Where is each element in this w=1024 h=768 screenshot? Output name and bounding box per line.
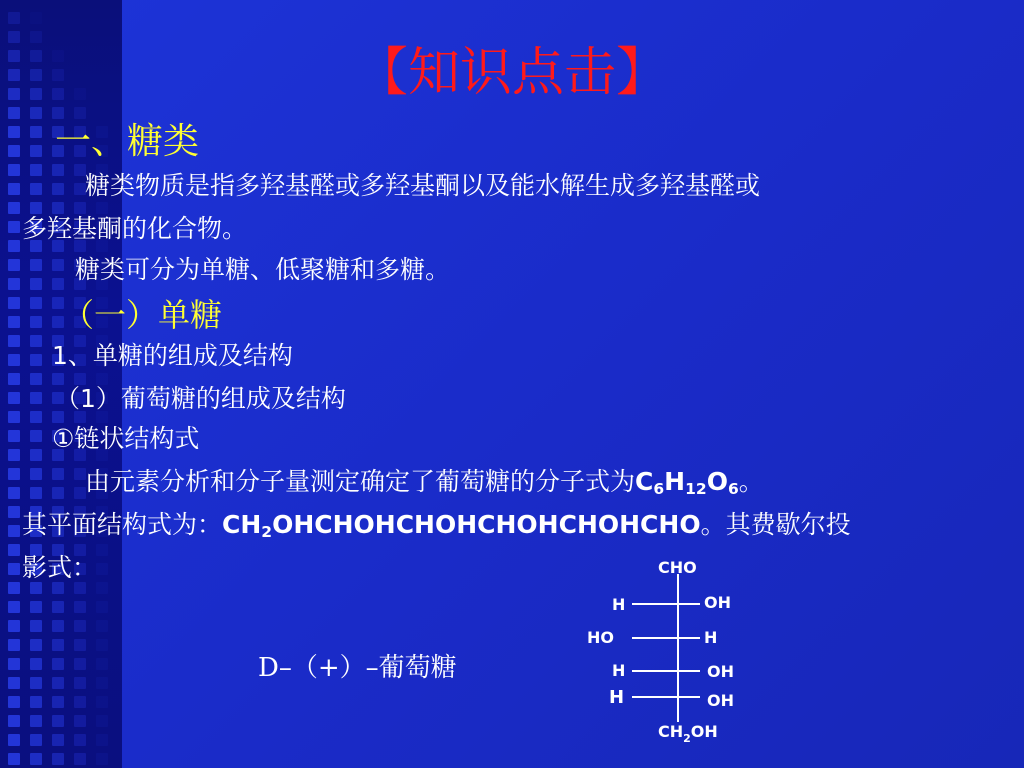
section-heading: 一、糖类 (55, 121, 200, 162)
decorative-square (8, 240, 20, 252)
decorative-square (96, 544, 108, 556)
decorative-square (52, 620, 64, 632)
decorative-square (30, 468, 42, 480)
decorative-square (96, 658, 108, 670)
decorative-square (52, 202, 64, 214)
subsection-heading: （一）单糖 (62, 296, 223, 334)
decorative-square (8, 12, 20, 24)
decorative-square (74, 677, 86, 689)
decorative-square (30, 202, 42, 214)
decorative-square (96, 620, 108, 632)
decorative-square (52, 278, 64, 290)
decorative-square (30, 449, 42, 461)
decorative-square (30, 601, 42, 613)
decorative-square (8, 639, 20, 651)
decorative-square (8, 259, 20, 271)
fischer-bottom-group (658, 722, 718, 745)
decorative-square (74, 734, 86, 746)
decorative-square (8, 715, 20, 727)
decorative-square (8, 107, 20, 119)
fischer-bottom-ch: CH (658, 722, 684, 741)
decorative-square (74, 639, 86, 651)
decorative-square (8, 449, 20, 461)
fischer-row-3-left: H (612, 661, 626, 680)
fischer-row-3-right: OH (707, 662, 734, 681)
decorative-square (52, 734, 64, 746)
decorative-square (74, 753, 86, 765)
formula-c: C (635, 467, 654, 496)
decorative-square (30, 696, 42, 708)
decorative-square (96, 715, 108, 727)
decorative-square (52, 468, 64, 480)
fischer-bottom-oh: OH (690, 722, 718, 741)
definition-line-1: 糖类物质是指多羟基醛或多羟基酮以及能水解生成多羟基醛或 (85, 171, 761, 200)
decorative-square (74, 658, 86, 670)
decorative-square (8, 316, 20, 328)
decorative-square (52, 582, 64, 594)
decorative-square (96, 601, 108, 613)
formula-h-count: 12 (685, 479, 707, 498)
item-1: 1、单糖的组成及结构 (52, 341, 293, 370)
plane-formula-line (22, 511, 851, 541)
decorative-square (30, 259, 42, 271)
decorative-square (30, 715, 42, 727)
decorative-square (96, 677, 108, 689)
decorative-square (8, 487, 20, 499)
definition-line-2: 多羟基酮的化合物。 (22, 214, 248, 243)
decorative-square (8, 278, 20, 290)
decorative-square (30, 373, 42, 385)
decorative-square (8, 145, 20, 157)
decorative-square (30, 658, 42, 670)
decorative-square (30, 487, 42, 499)
decorative-square (52, 639, 64, 651)
decorative-square (74, 620, 86, 632)
decorative-square (96, 696, 108, 708)
decorative-square (74, 696, 86, 708)
decorative-square (30, 12, 42, 24)
decorative-square (8, 677, 20, 689)
item-1-1: （1）葡萄糖的组成及结构 (55, 384, 346, 413)
decorative-square (96, 202, 108, 214)
plane-formula-intro: 其平面结构式为： (22, 510, 223, 539)
fischer-intro: 。其费歇尔投 (700, 510, 851, 539)
classification-text: 糖类可分为单糖、低聚糖和多糖。 (75, 255, 451, 284)
decorative-square (30, 316, 42, 328)
decorative-square (96, 582, 108, 594)
formula-h: H (664, 467, 686, 496)
compound-label: D–（+）–葡萄糖 (258, 653, 457, 683)
decorative-square (74, 601, 86, 613)
fischer-row-2-left: HO (587, 628, 614, 647)
decorative-square (30, 145, 42, 157)
fischer-row-4-left: H (609, 687, 625, 708)
decorative-square (52, 753, 64, 765)
decorative-square (8, 696, 20, 708)
decorative-square (8, 753, 20, 765)
decorative-square (96, 734, 108, 746)
decorative-square (8, 373, 20, 385)
decorative-square (8, 620, 20, 632)
decorative-square (52, 164, 64, 176)
plane-formula-ch: CH (222, 510, 262, 539)
decorative-square (8, 183, 20, 195)
decorative-square (30, 411, 42, 423)
decorative-square (30, 677, 42, 689)
decorative-square (52, 715, 64, 727)
decorative-square (8, 525, 20, 537)
decorative-square (30, 278, 42, 290)
decorative-square (52, 107, 64, 119)
decorative-square (30, 620, 42, 632)
fischer-row-4-right: OH (707, 691, 734, 710)
decorative-square (96, 639, 108, 651)
decorative-square (30, 582, 42, 594)
decorative-square (52, 601, 64, 613)
fischer-row-2-right: H (704, 628, 718, 647)
decorative-square (8, 126, 20, 138)
formula-o: O (706, 467, 728, 496)
decorative-square (52, 696, 64, 708)
decorative-square (52, 658, 64, 670)
decorative-square (96, 753, 108, 765)
decorative-square (30, 107, 42, 119)
decorative-square (8, 582, 20, 594)
decorative-square (74, 582, 86, 594)
plane-formula-rest: OHCHOHCHOHCHOHCHOHCHO (272, 510, 701, 539)
molecular-formula-line (85, 468, 764, 498)
decorative-square (8, 506, 20, 518)
formula-end: 。 (738, 467, 764, 496)
decorative-square (52, 487, 64, 499)
decorative-square (52, 183, 64, 195)
molecular-formula-intro: 由元素分析和分子量测定确定了葡萄糖的分子式为 (85, 467, 636, 496)
plane-formula-n: 2 (261, 522, 273, 541)
decorative-square (30, 639, 42, 651)
formula-c-count: 6 (653, 479, 665, 498)
decorative-square (8, 297, 20, 309)
decorative-square (30, 297, 42, 309)
decorative-square (8, 734, 20, 746)
decorative-square (8, 468, 20, 480)
decorative-square (30, 126, 42, 138)
decorative-square (8, 544, 20, 556)
decorative-square (52, 259, 64, 271)
decorative-square (30, 753, 42, 765)
decorative-square (74, 107, 86, 119)
decorative-square (8, 563, 20, 575)
decorative-square (8, 411, 20, 423)
decorative-square (8, 221, 20, 233)
fischer-bottom-n: 2 (683, 732, 691, 745)
decorative-square (74, 202, 86, 214)
decorative-square (8, 392, 20, 404)
fischer-intro-2: 影式： (22, 553, 98, 582)
decorative-square (30, 164, 42, 176)
decorative-square (30, 183, 42, 195)
decorative-square (30, 392, 42, 404)
decorative-square (30, 734, 42, 746)
decorative-square (8, 164, 20, 176)
slide-title: 【知识点击】 (355, 43, 668, 103)
chain-structure-heading: ①链状结构式 (52, 424, 200, 453)
formula-o-count: 6 (727, 479, 739, 498)
decorative-square (8, 430, 20, 442)
fischer-row-1-right: OH (704, 593, 731, 612)
decorative-square (30, 335, 42, 347)
decorative-square (30, 430, 42, 442)
decorative-square (8, 202, 20, 214)
decorative-square (8, 335, 20, 347)
fischer-projection-svg (560, 550, 780, 755)
decorative-square (8, 601, 20, 613)
decorative-square (8, 658, 20, 670)
fischer-top-group: CHO (658, 558, 697, 577)
fischer-row-1-left: H (612, 595, 626, 614)
decorative-square (96, 563, 108, 575)
decorative-square (74, 715, 86, 727)
decorative-square (30, 354, 42, 366)
decorative-square (8, 354, 20, 366)
fischer-projection (560, 550, 780, 755)
decorative-square (52, 677, 64, 689)
